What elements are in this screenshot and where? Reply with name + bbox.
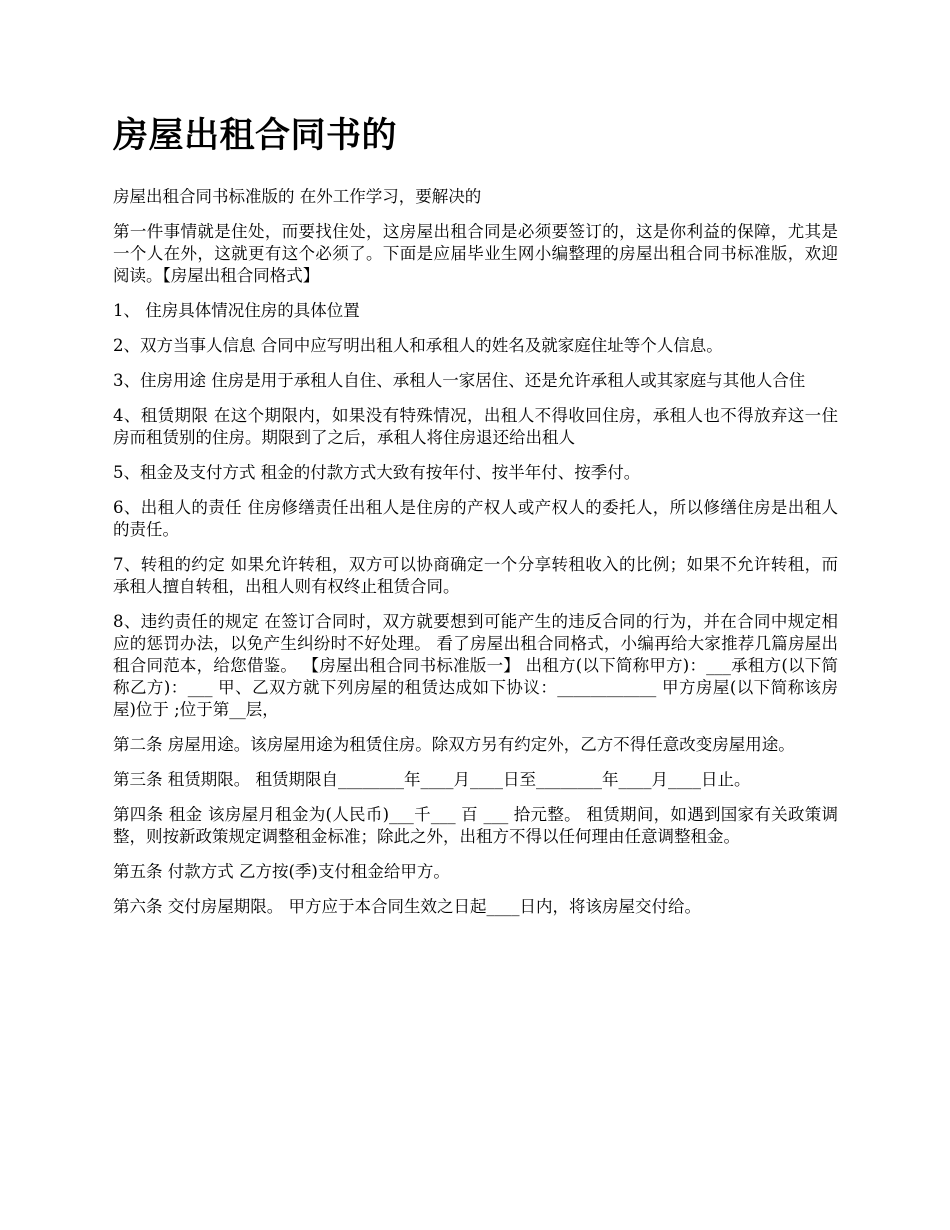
paragraph-background: 第一件事情就是住处，而要找住处，这房屋出租合同是必须要签订的，这是你利益的保障，尤其是一个人在外，这就更有这个必须了。下面是应届毕业生网小编整理的房屋出租合同书标准版，欢迎阅读。【房屋出租合同格式】 xyxy=(113,222,838,285)
paragraph-article-5: 第五条 付款方式 乙方按(季)支付租金给甲方。 xyxy=(113,862,450,881)
paragraph-article-2: 第二条 房屋用途。该房屋用途为租赁住房。除双方另有约定外，乙方不得任意改变房屋用途。 xyxy=(113,735,795,754)
paragraph-article-3: 第三条 租赁期限。 租赁期限自________年____月____日至________年____月____日止。 xyxy=(113,770,751,789)
paragraph-intro: 房屋出租合同书标准版的 在外工作学习，要解决的 xyxy=(113,187,482,206)
paragraph-article-4: 第四条 租金 该房屋月租金为(人民币)___千___ 百 ___ 拾元整。 租赁期间，如遇到国家有关政策调整，则按新政策规定调整租金标准；除此之外，出租方不得以任何理由任意调整租金。 xyxy=(113,805,838,846)
paragraph-item-6: 6、出租人的责任 住房修缮责任出租人是住房的产权人或产权人的委托人，所以修缮住房是出租人的责任。 xyxy=(113,498,838,539)
paragraph-item-2: 2、双方当事人信息 合同中应写明出租人和承租人的姓名及就家庭住址等个人信息。 xyxy=(113,336,723,355)
paragraph-item-5: 5、租金及支付方式 租金的付款方式大致有按年付、按半年付、按季付。 xyxy=(113,463,641,482)
paragraph-item-4: 4、租赁期限 在这个期限内，如果没有特殊情况，出租人不得收回住房，承租人也不得放弃这一住房而租赁别的住房。期限到了之后，承租人将住房退还给出租人 xyxy=(113,406,838,447)
paragraph-item-3: 3、住房用途 住房是用于承租人自住、承租人一家居住、还是允许承租人或其家庭与其他人合住 xyxy=(113,371,806,390)
paragraph-item-8: 8、违约责任的规定 在签订合同时，双方就要想到可能产生的违反合同的行为，并在合同中规定相应的惩罚办法，以免产生纠纷时不好处理。 看了房屋出租合同格式，小编再给大家推荐几篇房屋出租合同范本，给您借鉴。 【房屋出租合同书标准版一】 出租方(以下简称甲方)：___承租方(以下简称乙方)：___ 甲、乙双方就下列房屋的租赁达成如下协议：____________ 甲方房屋(以下简称该房屋)位于 ;位于第__层， xyxy=(113,612,838,719)
paragraph-article-6: 第六条 交付房屋期限。 甲方应于本合同生效之日起____日内，将该房屋交付给。 xyxy=(113,897,701,916)
document-title: 房屋出租合同书的 xyxy=(113,115,398,156)
paragraph-item-7: 7、转租的约定 如果允许转租，双方可以协商确定一个分享转租收入的比例；如果不允许转租，而承租人擅自转租，出租人则有权终止租赁合同。 xyxy=(113,555,838,596)
paragraph-item-1: 1、 住房具体情况住房的具体位置 xyxy=(113,301,360,320)
